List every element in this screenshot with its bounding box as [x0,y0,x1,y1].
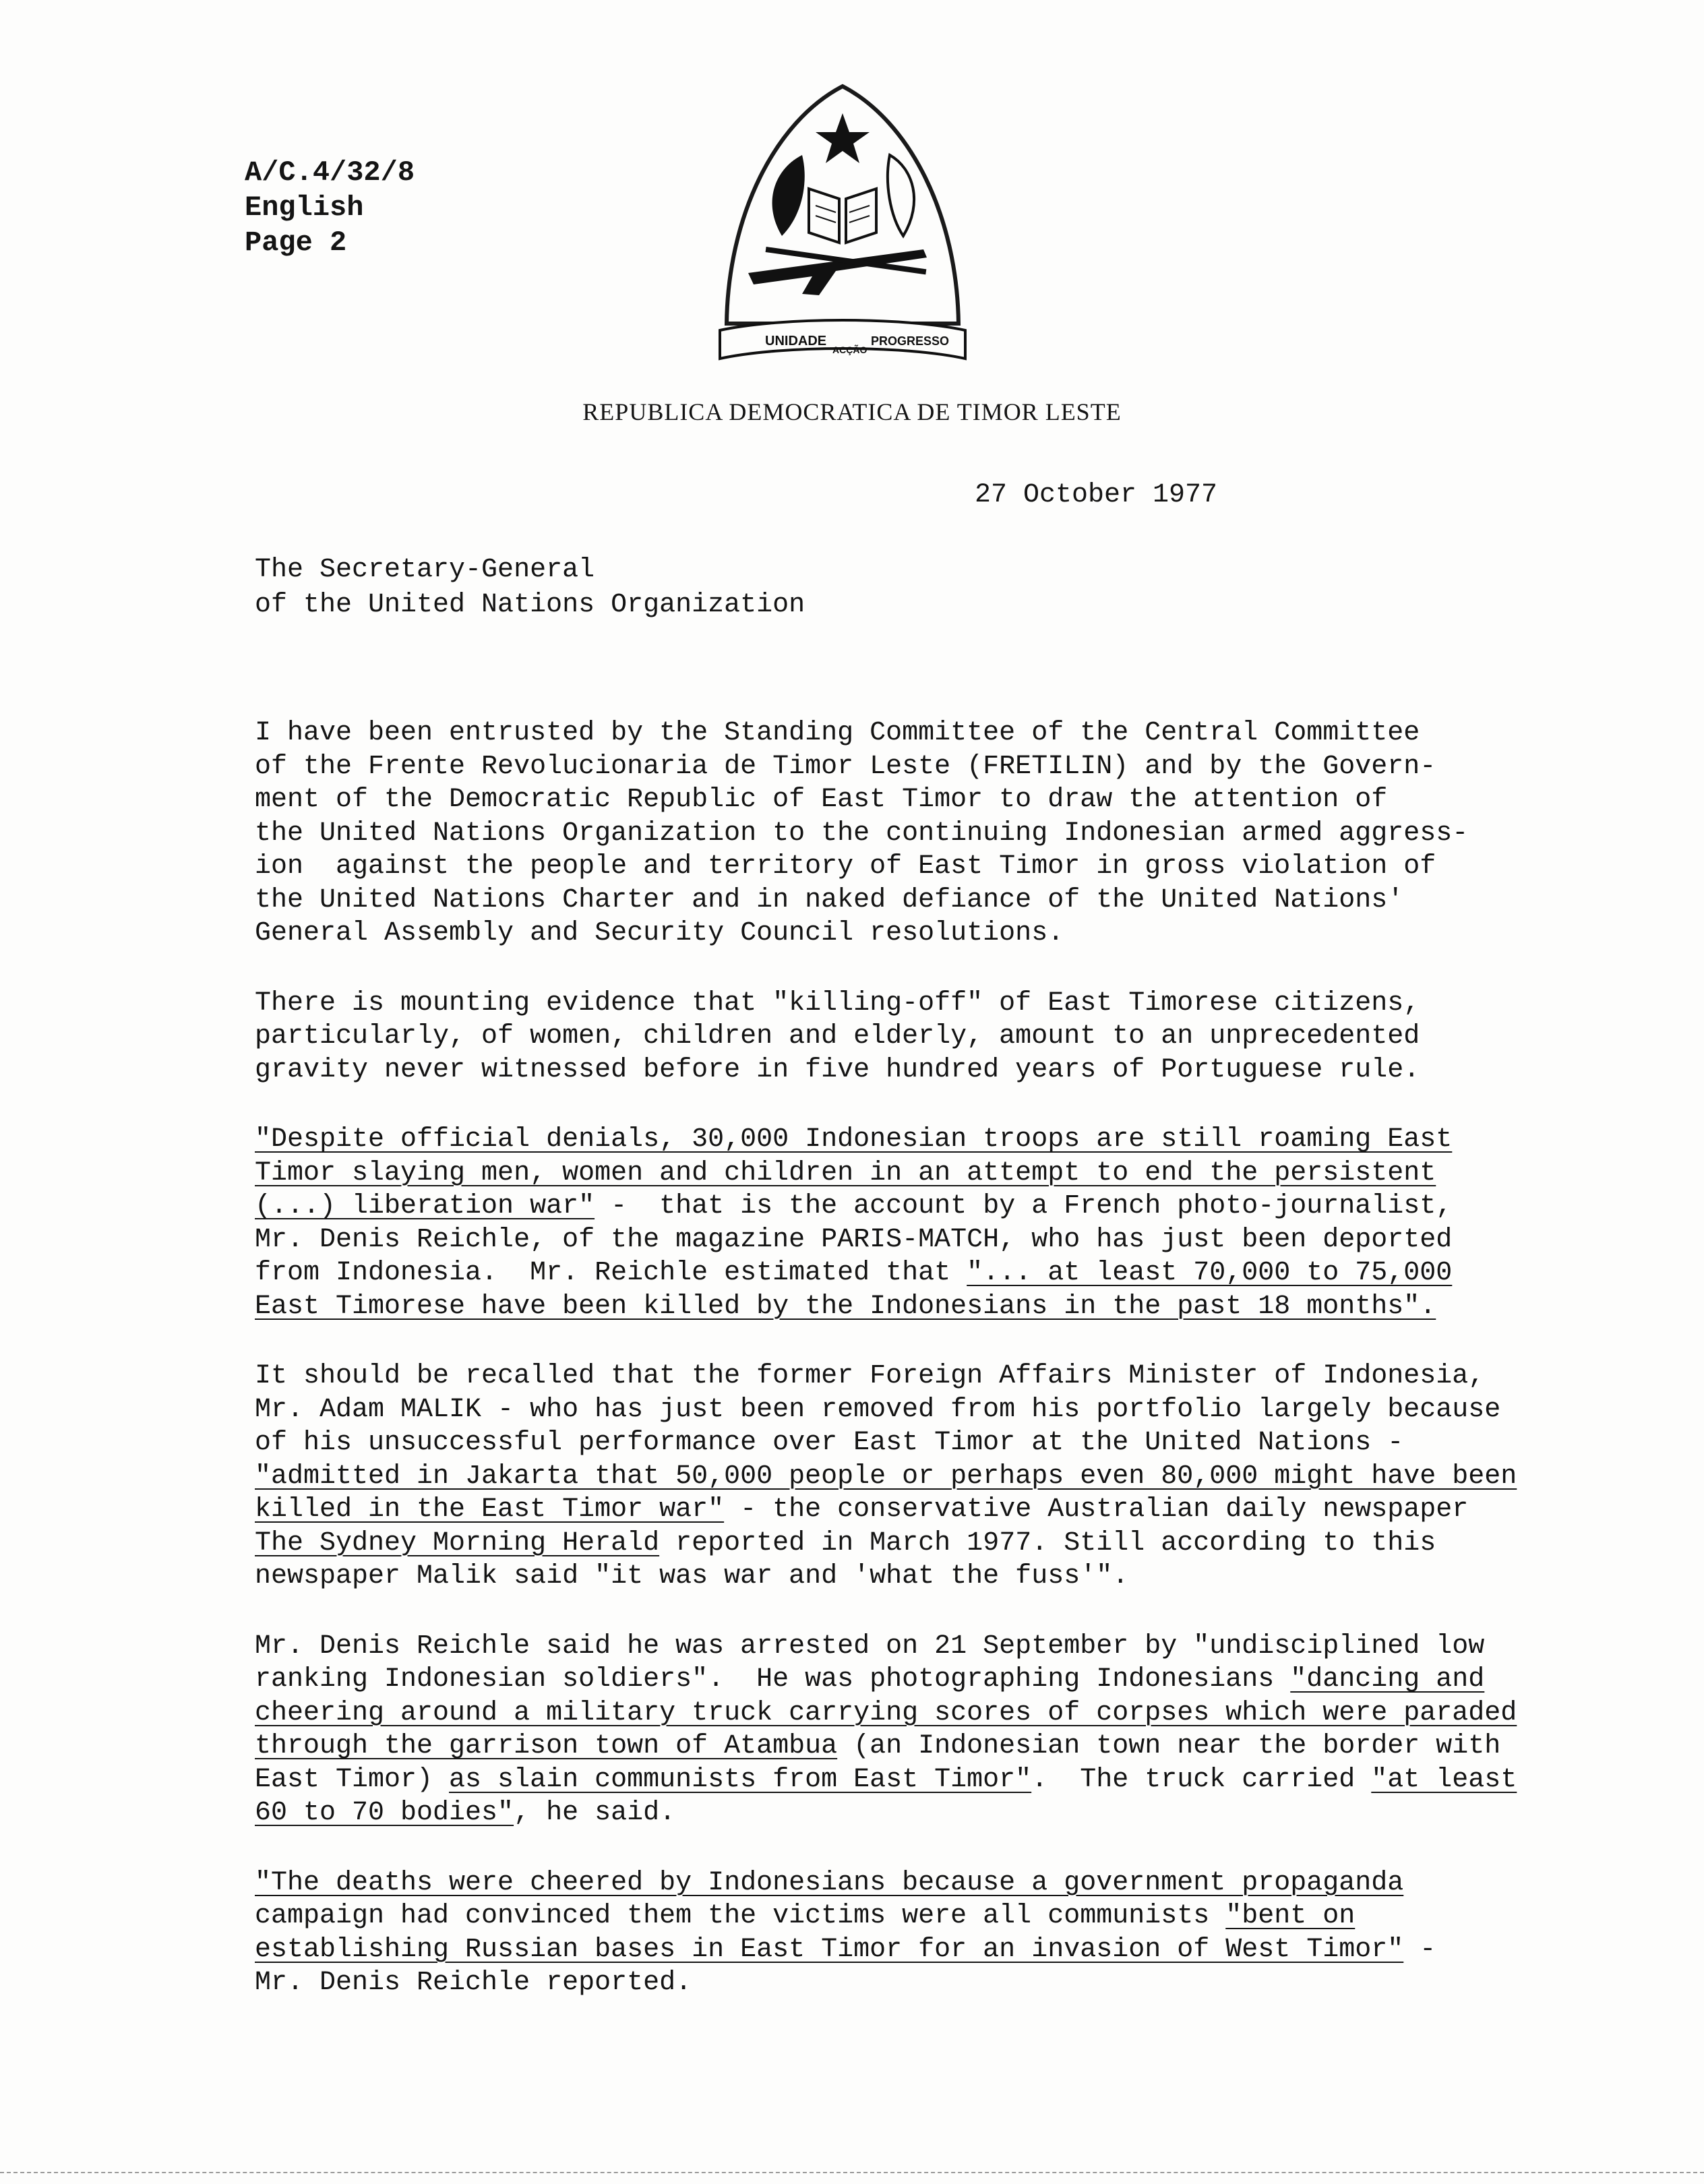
text-line: Mr. Denis Reichle reported. [255,1968,692,1998]
text-span: reported in March 1977. Still according to this [659,1527,1436,1558]
emblem-rifle-icon [748,247,927,295]
quoted-line: East Timorese have been killed by the Indonesians in the past 18 months". [255,1291,1436,1322]
paragraph-1 [255,717,1603,950]
national-emblem [701,81,984,377]
emblem-book-icon [809,189,876,243]
quoted-span: "... at least 70,000 to 75,000 [967,1258,1453,1288]
text-line: gravity never witnessed before in five hundred years of Portuguese rule. [255,1054,1420,1085]
text-line: There is mounting evidence that "killing-off" of East Timorese citizens, [255,988,1420,1019]
motto-unidade: UNIDADE [765,334,827,348]
quoted-span: "dancing and [1290,1664,1485,1695]
text-line: ion against the people and territory of East Timor in gross violation of [255,851,1436,882]
letterhead-title: REPUBLICA DEMOCRATICA DE TIMOR LESTE [582,398,1122,425]
paragraph-6 [255,1867,1603,2000]
addressee [255,553,805,623]
addressee-line: The Secretary-General [255,555,595,585]
text-line [255,1493,1603,1527]
motto-accao: ACÇÃO [832,344,868,355]
document-reference [245,155,415,260]
text-line: Mr. Adam MALIK - who has just been removed from his portfolio largely because [255,1394,1501,1425]
quoted-line: cheering around a military truck carrying scores of corpses which were paraded [255,1697,1517,1728]
letter-body [255,717,1603,2036]
quoted-line: "The deaths were cheered by Indonesians because a government propaganda [255,1867,1404,1898]
text-span: - the conservative Australian daily newspaper [724,1494,1469,1525]
document-language: English [245,191,364,224]
text-line [255,1763,1603,1797]
emblem-motto-ribbon [720,320,965,359]
text-span: (an Indonesian town near the border with [837,1731,1501,1761]
text-line: the United Nations Charter and in naked defiance of the United Nations' [255,884,1404,915]
text-line [255,1933,1603,1967]
text-line: Mr. Denis Reichle, of the magazine PARIS-MATCH, who has just been deported [255,1224,1453,1255]
text-line: I have been entrusted by the Standing Committee of the Central Committee [255,718,1420,748]
quoted-span: "bent on [1225,1901,1356,1931]
text-line: of his unsuccessful performance over East Timor at the United Nations - [255,1428,1404,1458]
text-line: General Assembly and Security Council resolutions. [255,918,1064,948]
paragraph-2 [255,987,1603,1087]
quoted-span: killed in the East Timor war" [255,1494,725,1525]
text-line [255,1900,1603,1933]
text-line: of the Frente Revolucionaria de Timor Leste (FRETILIN) and by the Govern- [255,751,1436,782]
text-span: from Indonesia. Mr. Reichle estimated that [255,1258,967,1288]
quoted-span: (...) liberation war" [255,1191,595,1221]
page-number: Page 2 [245,226,347,259]
text-line [255,1730,1603,1763]
paragraph-5 [255,1630,1603,1830]
emblem-rice-icon [888,155,914,236]
document-symbol: A/C.4/32/8 [245,156,415,189]
quoted-span: establishing Russian bases in East Timor for an invasion of West Timor" [255,1934,1404,1965]
text-line: Mr. Denis Reichle said he was arrested on 21 September by "undisciplined low [255,1631,1485,1662]
quoted-span: "at least [1371,1764,1517,1795]
quoted-line: "admitted in Jakarta that 50,000 people or perhaps even 80,000 might have been [255,1461,1517,1492]
quoted-span: through the garrison town of Atambua [255,1731,838,1761]
paragraph-4 [255,1360,1603,1594]
addressee-line: of the United Nations Organization [255,590,805,620]
emblem-star-icon [816,113,870,163]
quoted-line: "Despite official denials, 30,000 Indonesian troops are still roaming East [255,1124,1453,1155]
text-span: ranking Indonesian soldiers". He was photographing Indonesians [255,1664,1291,1695]
quoted-line: Timor slaying men, women and children in an attempt to end the persistent [255,1157,1436,1188]
text-line [255,1256,1603,1290]
quoted-span: 60 to 70 bodies" [255,1798,514,1828]
text-line: It should be recalled that the former Foreign Affairs Minister of Indonesia, [255,1361,1485,1391]
emblem-corn-icon [772,155,805,236]
text-span: campaign had convinced them the victims were all communists [255,1901,1226,1931]
text-line: particularly, of women, children and elderly, amount to an unprecedented [255,1021,1420,1052]
newspaper-title: The Sydney Morning Herald [255,1527,660,1558]
quoted-span: as slain communists from East Timor" [449,1764,1032,1795]
scan-edge-rule [0,2172,1704,2173]
text-span: - [1403,1934,1436,1965]
text-span: , he said. [514,1798,676,1828]
text-span: - that is the account by a French photo-journalist, [595,1191,1453,1221]
text-line: newspaper Malik said "it was war and 'what the fuss'". [255,1561,1129,1591]
text-line: the United Nations Organization to the continuing Indonesian armed aggress- [255,818,1469,849]
paragraph-3 [255,1123,1603,1323]
text-line [255,1527,1603,1560]
motto-progresso: PROGRESSO [871,334,950,348]
text-span: East Timor) [255,1764,450,1795]
text-span: . The truck carried [1031,1764,1372,1795]
text-line [255,1663,1603,1697]
text-line [255,1796,1603,1830]
letter-date: 27 October 1977 [975,480,1218,510]
text-line [255,1190,1603,1223]
text-line: ment of the Democratic Republic of East Timor to draw the attention of [255,785,1388,815]
